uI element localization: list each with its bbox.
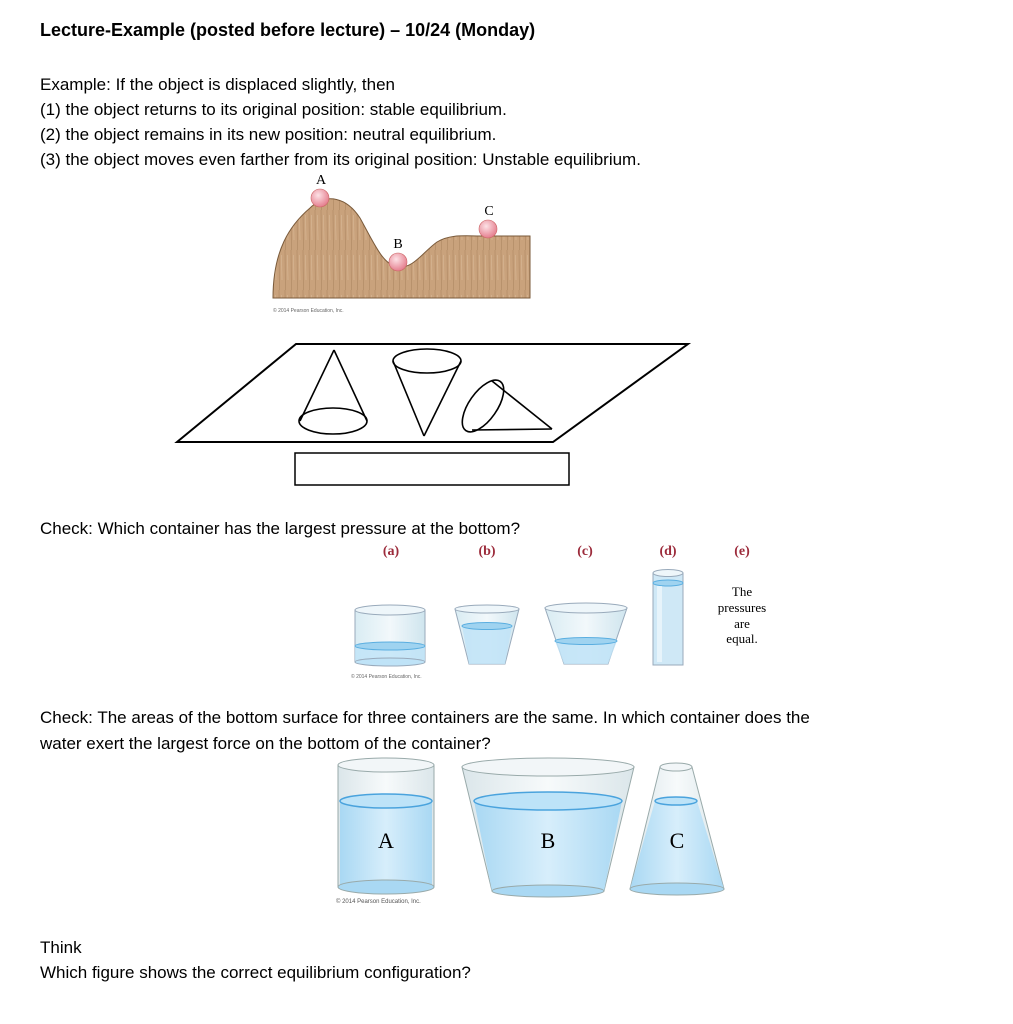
example-item-3: (3) the object moves even farther from its original position: Unstable equilibrium. xyxy=(40,150,641,169)
option-c-label: (c) xyxy=(577,544,593,559)
container-a xyxy=(355,605,425,666)
force-copyright: © 2014 Pearson Education, Inc. xyxy=(336,899,421,905)
ball-a xyxy=(311,189,329,207)
check2-question-line-1: Check: The areas of the bottom surface for three containers are the same. In which container does the xyxy=(40,708,810,727)
ball-c xyxy=(479,220,497,238)
force-containers-figure xyxy=(330,755,740,910)
check1-question: Check: Which container has the largest pressure at the bottom? xyxy=(40,519,521,538)
label-b: B xyxy=(393,237,403,252)
plane xyxy=(177,344,688,442)
hill-equilibrium-figure xyxy=(265,170,545,320)
answer-box xyxy=(295,453,569,485)
example-intro: Example: If the object is displaced slightly, then xyxy=(40,75,395,94)
label-C: C xyxy=(669,828,685,853)
think-heading: Think xyxy=(40,938,82,957)
option-e-line-2: pressures xyxy=(717,600,767,615)
ball-b xyxy=(389,253,407,271)
label-c: C xyxy=(484,204,494,219)
cone-on-side xyxy=(454,373,552,438)
option-e-line-1: The xyxy=(731,584,753,599)
pressure-containers-figure xyxy=(335,538,785,688)
option-e-line-4: equal. xyxy=(726,631,758,646)
container-b xyxy=(455,605,519,664)
option-e-label: (e) xyxy=(734,544,750,559)
label-A: A xyxy=(378,828,394,853)
label-a: A xyxy=(315,173,327,188)
think-question: Which figure shows the correct equilibrium configuration? xyxy=(40,963,471,982)
option-b-label: (b) xyxy=(478,544,496,559)
option-e-line-3: are xyxy=(734,616,750,631)
example-item-1: (1) the object returns to its original position: stable equilibrium. xyxy=(40,100,507,119)
cone-upright xyxy=(299,350,367,434)
label-B: B xyxy=(540,828,556,853)
hill-copyright: © 2014 Pearson Education, Inc. xyxy=(273,308,344,314)
container-c xyxy=(545,603,627,664)
example-item-2: (2) the object remains in its new position: neutral equilibrium. xyxy=(40,125,497,144)
container-A xyxy=(338,758,434,894)
cone-inverted xyxy=(393,349,461,436)
option-a-label: (a) xyxy=(382,544,400,559)
option-d-label: (d) xyxy=(659,544,677,559)
pressure-copyright: © 2014 Pearson Education, Inc. xyxy=(351,674,422,680)
cones-figure xyxy=(170,338,700,493)
check2-question-line-2: water exert the largest force on the bottom of the container? xyxy=(40,734,491,753)
page-title: Lecture-Example (posted before lecture) – 10/24 (Monday) xyxy=(40,20,536,40)
container-d xyxy=(653,570,683,666)
